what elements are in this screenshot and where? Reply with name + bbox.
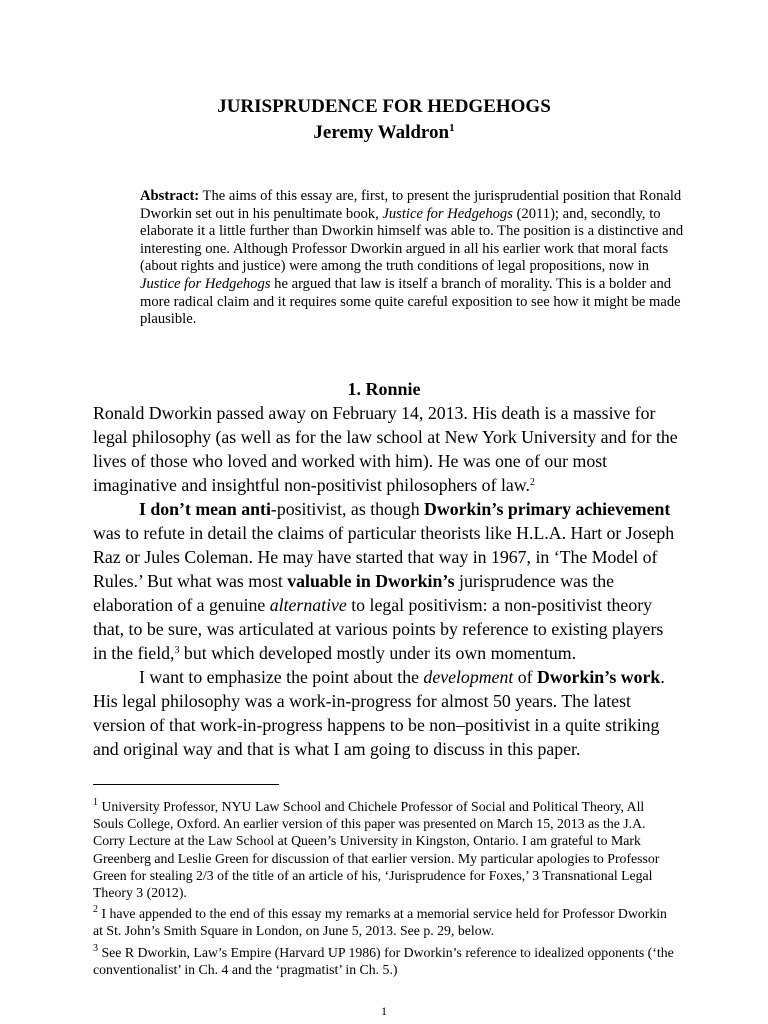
footnote-text: University Professor, NYU Law School and Chichele Professor of Social and Political Theory, All Souls College, Oxford. An earlier version of this paper was presented on March 15, 2013 as the J.A. Corry Lecture at the Law School at Queen’s University in Kingston, Ontario. I am grateful to Mark Greenberg and Leslie Green for discussion of that earlier version. My particular apologies to Professor Green for stealing 2/3 of the title of an article of his, ‘Jurisprudence for Foxes,’ 3 Transnational Legal Theory 3 (2012).: [93, 799, 660, 901]
footnote-number: 3: [93, 942, 98, 954]
emphasis-text: I don’t mean anti: [139, 499, 271, 519]
emphasis-text: Dworkin’s work: [536, 667, 661, 687]
footnote-ref[interactable]: 2: [529, 477, 535, 488]
paragraph: [93, 497, 678, 665]
paragraph-text: to legal positivism: a non-positivist theory that, to be sure, was articulated at various points by reference to existing players in the field,: [93, 595, 664, 663]
emphasis-text: valuable in Dworkin’s: [287, 571, 455, 591]
page-number: 1: [381, 1004, 387, 1018]
book-title: Justice for Hedgehogs: [382, 205, 513, 222]
footnote-number: 2: [93, 904, 98, 916]
paragraph-text: of: [513, 667, 537, 687]
author-footnote-ref[interactable]: 1: [449, 122, 455, 134]
paragraph-text: I want to emphasize the point about the: [139, 667, 424, 687]
footnotes: [93, 798, 678, 982]
paragraph-text: jurisprudence was the elaboration of a genuine: [93, 571, 615, 615]
abstract-text: (2011); and, secondly, to elaborate it a little further than Dworkin himself was able to. The position is a distinctive and interesting one. Although Professor Dworkin argued in all his earlier work that moral facts (about rights and justice) were among the truth conditions of legal propositions, now in: [140, 205, 684, 275]
footnote-number: 1: [93, 797, 98, 808]
body-text: [93, 401, 678, 761]
abstract-text: he argued that law is itself a branch of morality. This is a bolder and more radical claim and it requires some quite careful exposition to see how it might be made plausible.: [140, 275, 681, 328]
paragraph-text: was to refute in detail the claims of particular theorists like H.L.A. Hart or Joseph Raz or Jules Coleman. He may have started that way in 1967, in ‘The Model of Rules.’ But what was most: [93, 523, 675, 591]
book-title: Justice for Hedgehogs: [140, 275, 271, 292]
footnote: [93, 905, 678, 939]
footnote: [93, 944, 678, 978]
section-heading: 1. Ronnie: [347, 379, 421, 399]
footnote-separator: [93, 784, 279, 785]
paragraph: [93, 401, 678, 497]
footnote-text: I have appended to the end of this essay my remarks at a memorial service held for Professor Dworkin at St. John’s Smith Square in London, on June 5, 2013. See p. 29, below.: [93, 906, 667, 939]
italic-text: development: [423, 667, 514, 687]
abstract-text: The aims of this essay are, first, to present the jurisprudential position that Ronald Dworkin set out in his penultimate book,: [140, 188, 682, 222]
paragraph-text: -positivist, as though: [270, 499, 425, 519]
author-name: Jeremy Waldron: [313, 122, 450, 143]
author-line: [0, 121, 768, 145]
footnote-ref[interactable]: 3: [174, 645, 180, 656]
paragraph-text: . His legal philosophy was a work-in-progress for almost 50 years. The latest version of that work-in-progress happens to be non–positivist in a quite striking and original way and that is what I am going to discuss in this paper.: [93, 667, 665, 759]
footnote-text: See R Dworkin, Law’s Empire (Harvard UP 1986) for Dworkin’s reference to idealized opponents (‘the conventionalist’ in Ch. 4 and the ‘pragmatist’ in Ch. 5.): [93, 944, 674, 977]
abstract-label: Abstract:: [140, 188, 200, 204]
paragraph: [93, 665, 678, 761]
paper-title: JURISPRUDENCE FOR HEDGEHOGS: [217, 96, 551, 117]
paragraph-text: Ronald Dworkin passed away on February 14, 2013. His death is a massive for legal philosophy (as well as for the law school at New York University and for the lives of those who loved and worked with him). He was one of our most imaginative and insightful non-positivist philosophers of law.: [93, 403, 678, 495]
abstract: [140, 188, 690, 329]
italic-text: alternative: [269, 595, 347, 615]
paragraph-text: but which developed mostly under its own momentum.: [179, 643, 577, 663]
footnote: [93, 798, 678, 901]
emphasis-text: Dworkin’s primary achievement: [424, 499, 671, 519]
